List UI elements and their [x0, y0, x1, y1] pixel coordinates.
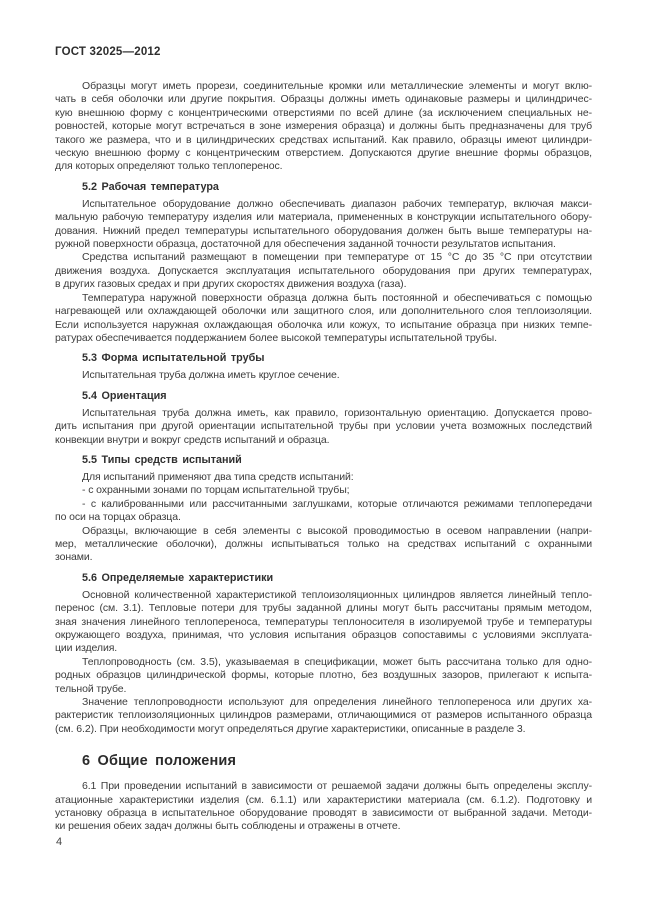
document-content [55, 80, 592, 834]
paragraph [55, 80, 592, 174]
text-line: - с калиброванными или рассчитанными заглушками, которые отличаются режимами теплопередачи [82, 497, 592, 510]
text-line: такого же размера, что и в цилиндрических средствах испытаний. Как правило, образцы имеют цилиндри- [55, 133, 592, 146]
paragraph [55, 198, 592, 252]
text-line: ратурах обеспечивается поддержанием более высокой температуры испытательной трубы. [55, 331, 497, 344]
section-heading: 5.2 Рабочая температура [82, 180, 219, 193]
text-line: - с охранными зонами по торцам испытательной трубы; [82, 484, 350, 497]
text-line: в других газовых средах и при других скоростях движения воздуха (газа). [55, 278, 407, 291]
text-line: Испытательная труба должна иметь, как правило, горизонтальную ориентацию. Допускается прово- [82, 406, 592, 419]
text-line: Образцы могут иметь прорези, соединительные кромки или металлические элементы и могут вклю- [82, 80, 592, 92]
text-line: Теплопроводность (см. 3.5), указываемая в спецификации, может быть рассчитана только для одно- [82, 655, 592, 668]
text-line: (см. 6.2). При необходимости могут определяться другие характеристики, описанные в разделе 3. [55, 722, 526, 735]
text-line: тельной трубе. [55, 682, 127, 695]
text-line: дования. Нижний предел температуры испытательного оборудования должен быть выше температуры на- [55, 224, 592, 237]
text-line: родных образцов цилиндрической формы, которые плотно, без воздушных зазоров, прилегают к испыта- [55, 669, 592, 682]
section-heading: 5.4 Ориентация [82, 389, 167, 402]
text-line: Средства испытаний размещают в помещении при температуре от 15 °С до 35 °С при отсутствии [82, 251, 592, 264]
paragraph [55, 696, 592, 736]
paragraph [55, 525, 592, 565]
chapter-heading: 6 Общие положения [82, 753, 237, 770]
text-line: ружной поверхности образца, достаточной для обеспечения заданной точности результатов испытания. [55, 238, 556, 251]
text-line: ки решения обеих задач должны быть соблюдены и отражены в отчете. [55, 820, 401, 833]
paragraph [55, 251, 592, 291]
text-line: конвекции внутри и вокруг средств испытаний и образца. [55, 433, 330, 446]
paragraph [55, 656, 592, 696]
text-line: ровностей, которые могут встречаться в зоне измерения образца) и должны быть предназначены для труб [55, 120, 592, 133]
text-line: мер, металлические оболочки), должны испытываться только на средствах испытаний с охранными [55, 537, 592, 550]
paragraph [55, 498, 592, 525]
text-line: установку образца в испытательное оборудование проводят в зависимости от выбранной задачи. Методи- [55, 807, 592, 820]
section-heading: 5.5 Типы средств испытаний [82, 453, 242, 466]
section-heading: 5.6 Определяемые характеристики [82, 571, 274, 584]
text-line: Испытательная труба должна иметь круглое сечение. [82, 369, 340, 382]
text-line: мальную рабочую температуру изделия или материала, примененных в конструкции испытательного обору- [55, 211, 592, 224]
text-line: Если используется наружная охлаждающая оболочка или кожух, то испытание образца при низких темпе- [55, 318, 592, 331]
paragraph [55, 407, 592, 447]
text-line: 6.1 При проведении испытаний в зависимости от решаемой задачи должны быть определены эксплу- [82, 780, 592, 793]
text-line: Испытательное оборудование должно обеспечивать диапазон рабочих температур, включая макси- [82, 197, 592, 210]
section-heading: 5.3 Форма испытательной трубы [82, 352, 265, 365]
text-line: Образцы, включающие в себя элементы с высокой проводимостью в осевом направлении (напри- [82, 524, 592, 537]
text-line: Основной количественной характеристикой теплоизоляционных цилиндров является линейный тепло- [82, 588, 592, 601]
text-line: рактеристик теплоизоляционных цилиндров размерами, отличающимися от размеров испытанного образца [55, 709, 592, 722]
page-number: 4 [56, 836, 63, 848]
text-line: Для испытаний применяют два типа средств испытаний: [82, 470, 354, 483]
paragraph [55, 292, 592, 346]
text-line: ческую внешнюю форму с концентрическим отверстием. Допускаются другие внешние формы образцов, [55, 147, 592, 160]
text-line: движения воздуха. Допускается эксплуатация испытательного оборудования при других температурах, [55, 264, 592, 277]
text-line: нагревающей или охлаждающей оболочки или защитного слоя, или дополнительного слоя теплоизоляции. [55, 305, 592, 318]
text-line: Значение теплопроводности используют для определения линейного теплопереноса или других ха- [82, 696, 592, 709]
text-line: кую внешнюю форму с концентрическими отверстиями по всей длине (за исключением специальных не- [55, 106, 592, 119]
text-line: Температура наружной поверхности образца должна быть постоянной и обеспечиваться с помощью [82, 291, 592, 304]
text-line: перенос (см. 3.1). Тепловые потери для трубы заданной длины могут быть рассчитаны прямым методом, [55, 602, 592, 615]
text-line: чать в себя оболочки или другие покрытия. Образцы должны иметь одинаковые размеры и цилиндричес- [55, 93, 592, 106]
paragraph [55, 780, 592, 834]
text-line: окружающего воздуха, принимая, что условия испытания образцов сопоставимы с условиями эксплуата- [55, 629, 592, 641]
text-line: зонами. [55, 551, 93, 564]
standard-number-header: ГОСТ 32025—2012 [55, 46, 161, 58]
text-line: для которых определяют только теплоперенос. [55, 160, 283, 173]
text-line: зная значения линейного теплопереноса, температуры теплоносителя в изолируемой трубе и температуры [55, 615, 592, 628]
paragraph [55, 471, 592, 484]
text-line: по оси на торцах образца. [55, 511, 181, 524]
paragraph [55, 589, 592, 656]
text-line: атационные характеристики изделия (см. 6.1.1) или характеристики материала (см. 6.1.2). Подготовку и [55, 793, 592, 806]
paragraph [55, 369, 592, 382]
paragraph [55, 484, 592, 497]
text-line: дить испытания при другой ориентации испытательной трубы при условии учета возможных последствий [55, 420, 592, 433]
text-line: ции изделия. [55, 642, 118, 655]
